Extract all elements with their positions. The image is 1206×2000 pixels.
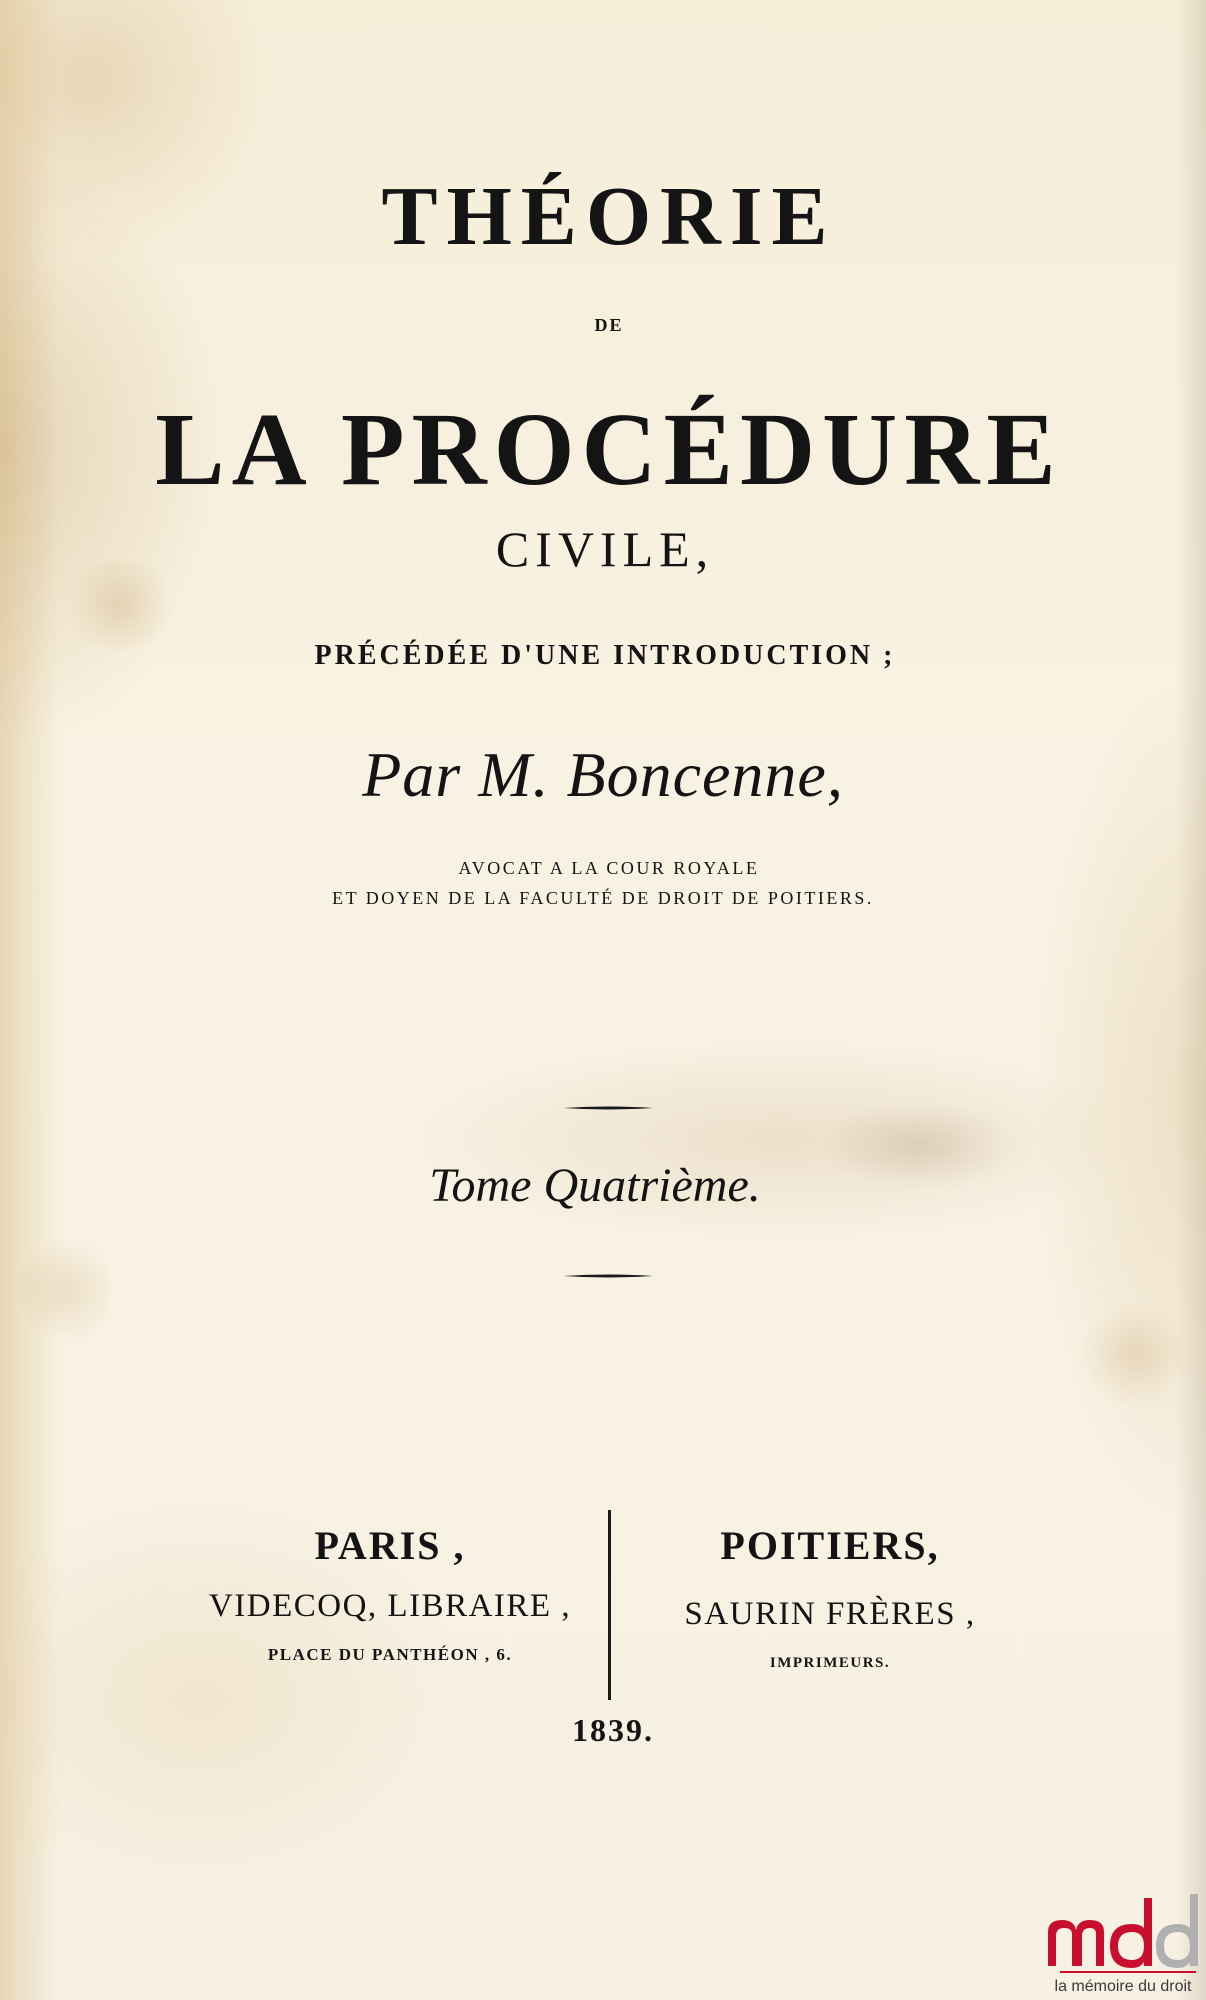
publication-year: 1839. (572, 1712, 654, 1748)
imprint-role-poitiers: IMPRIMEURS. (769, 1655, 891, 1671)
subtitle: PRÉCÉDÉE D'UNE INTRODUCTION ; (314, 640, 896, 671)
title-connector: DE (594, 315, 624, 335)
title-procedure: LA PROCÉDURE (155, 392, 1063, 507)
author-credential-2: ET DOYEN DE LA FACULTÉ DE DROIT DE POITIERS. (332, 888, 874, 908)
author-line: Par M. Boncenne, (362, 739, 844, 810)
ornament-rule-top (563, 1105, 653, 1111)
paper-stain (1080, 1300, 1190, 1410)
mdd-logo (1040, 1880, 1206, 2000)
paper-stain (20, 1230, 110, 1350)
imprint-address-paris: PLACE DU PANTHÉON , 6. (267, 1645, 513, 1664)
imprint-publisher-poitiers: SAURIN FRÈRES , (684, 1596, 976, 1632)
author-credential-1: AVOCAT A LA COUR ROYALE (458, 858, 760, 878)
ornament-rule-bottom (563, 1273, 653, 1279)
imprint-divider (608, 1510, 611, 1700)
imprint-city-poitiers: POITIERS, (720, 1523, 940, 1568)
title-civile: CIVILE, (495, 521, 715, 577)
logo-tagline: la mémoire du droit (1054, 1978, 1192, 1995)
volume-label: Tome Quatrième. (429, 1159, 761, 1212)
imprint-city-paris: PARIS , (314, 1523, 466, 1568)
title-theorie: THÉORIE (381, 170, 837, 263)
mdd-logo-mark-icon (1040, 1880, 1206, 1978)
imprint-publisher-paris: VIDECOQ, LIBRAIRE , (208, 1588, 572, 1624)
